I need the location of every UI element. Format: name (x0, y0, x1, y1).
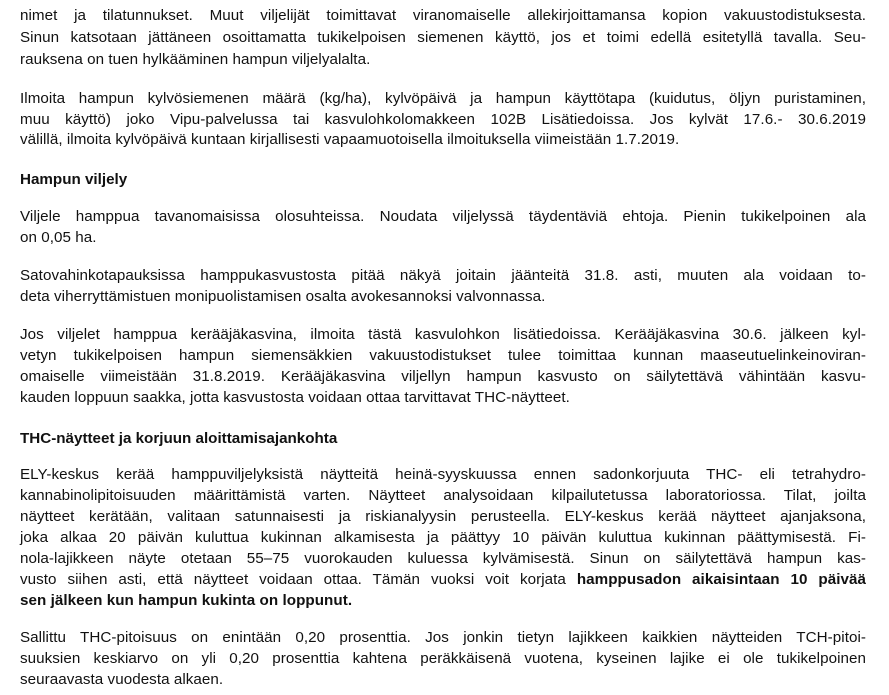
paragraph-line: vetyn tukikelpoisen hampun siemensäkkien vakuustodistukset tulee toimittaa kunnan maaseutuelinkeinoviran- (20, 347, 866, 364)
paragraph-line: kannabinolipitoisuuden määrittämistä varten. Näytteet analysoidaan kilpailutetussa laboratoriossa. Tilat, joilta (20, 487, 866, 504)
paragraph-line: Jos viljelet hamppua kerääjäkasvina, ilmoita tästä kasvulohkon lisätiedoissa. Kerääjäkasvina 30.6. jälkeen kyl- (20, 326, 866, 343)
paragraph-line: Sinun katsotaan jättäneen osoittamatta tukikelpoisen siemenen käyttö, jos et toimi edellä esitetyllä tavalla. Seu- (20, 29, 866, 46)
paragraph-line: seuraavasta vuodesta alkaen. (20, 671, 224, 688)
paragraph-line: on 0,05 ha. (20, 229, 97, 246)
paragraph-line: Viljele hamppua tavanomaisissa olosuhteissa. Noudata viljelyssä täydentäviä ehtoja. Pienin tukikelpoinen ala (20, 208, 866, 225)
paragraph-line: Ilmoita hampun kylvösiemenen määrä (kg/ha), kylvöpäivä ja hampun käyttötapa (kuidutus, öljyn puristaminen, (20, 90, 866, 107)
paragraph-line: nimet ja tilatunnukset. Muut viljelijät toimittavat viranomaiselle allekirjoittamansa kopion vakuustodistuksesta. (20, 7, 866, 24)
paragraph-text: vusto siihen asti, että näytteet voidaan ottaa. Tämän vuoksi voit korjata (20, 571, 577, 588)
section-heading: THC-näytteet ja korjuun aloittamisajankohta (20, 430, 338, 447)
paragraph-line: kauden loppuun saakka, jotta kasvustosta voidaan ottaa tarvittavat THC-näytteet. (20, 389, 570, 406)
paragraph-line: joka alkaa 20 päivän kuluttua kukinnan alkamisesta ja päättyy 10 päivän kuluttua kukinnan päättymisestä. Fi- (20, 529, 866, 546)
paragraph-line: näytteet kerätään, valitaan satunnaisesti ja riskianalyysin perusteella. ELY-keskus kerää näytteet ajanjaksona, (20, 508, 866, 525)
paragraph-line: omaiselle viimeistään 31.8.2019. Kerääjäkasvina viljellyn hampun kasvusto on säilytettävä vähintään kasvu- (20, 368, 866, 385)
paragraph-line: nola-lajikkeen näyte otetaan 55–75 vuorokauden kuluessa kylvämisestä. Sinun on säilytettävä hampun kas- (20, 550, 866, 567)
paragraph-line: suuksien keskiarvo on yli 0,20 prosenttia kahtena peräkkäisenä vuotena, kyseinen lajike ei ole tukikelpoinen (20, 650, 866, 667)
paragraph-line-mixed (20, 570, 866, 590)
paragraph-line: Satovahinkotapauksissa hamppukasvustosta pitää näkyä joitain jäänteitä 31.8. asti, muuten ala voidaan to- (20, 267, 866, 284)
paragraph-line: ELY-keskus kerää hamppuviljelyksistä näytteitä heinä-syyskuussa ennen sadonkorjuuta THC- eli tetrahydro- (20, 466, 866, 483)
paragraph-line: välillä, ilmoita kylvöpäivä kuntaan kirjallisesti vapaamuotoisella ilmoituksella viimeistään 1.7.2019. (20, 131, 680, 148)
emphasized-text: sen jälkeen kun hampun kukinta on loppunut. (20, 592, 353, 609)
paragraph-line: rauksena on tuen hylkääminen hampun viljelyalalta. (20, 51, 371, 68)
section-heading: Hampun viljely (20, 171, 128, 188)
paragraph-line: muu käyttö) joko Vipu-palvelussa tai kasvulohkolomakkeen 102B Lisätiedoissa. Jos kylvät 17.6.- 30.6.2019 (20, 111, 866, 128)
paragraph-line: Sallittu THC-pitoisuus on enintään 0,20 prosenttia. Jos jonkin tietyn lajikkeen kaikkien näytteiden TCH-pitoi- (20, 629, 866, 646)
emphasized-text: hamppusadon aikaisintaan 10 päivää (576, 571, 866, 588)
paragraph-line: deta viherryttämistuen monipuolistamisen osalta avokesannoksi valvonnassa. (20, 288, 546, 305)
